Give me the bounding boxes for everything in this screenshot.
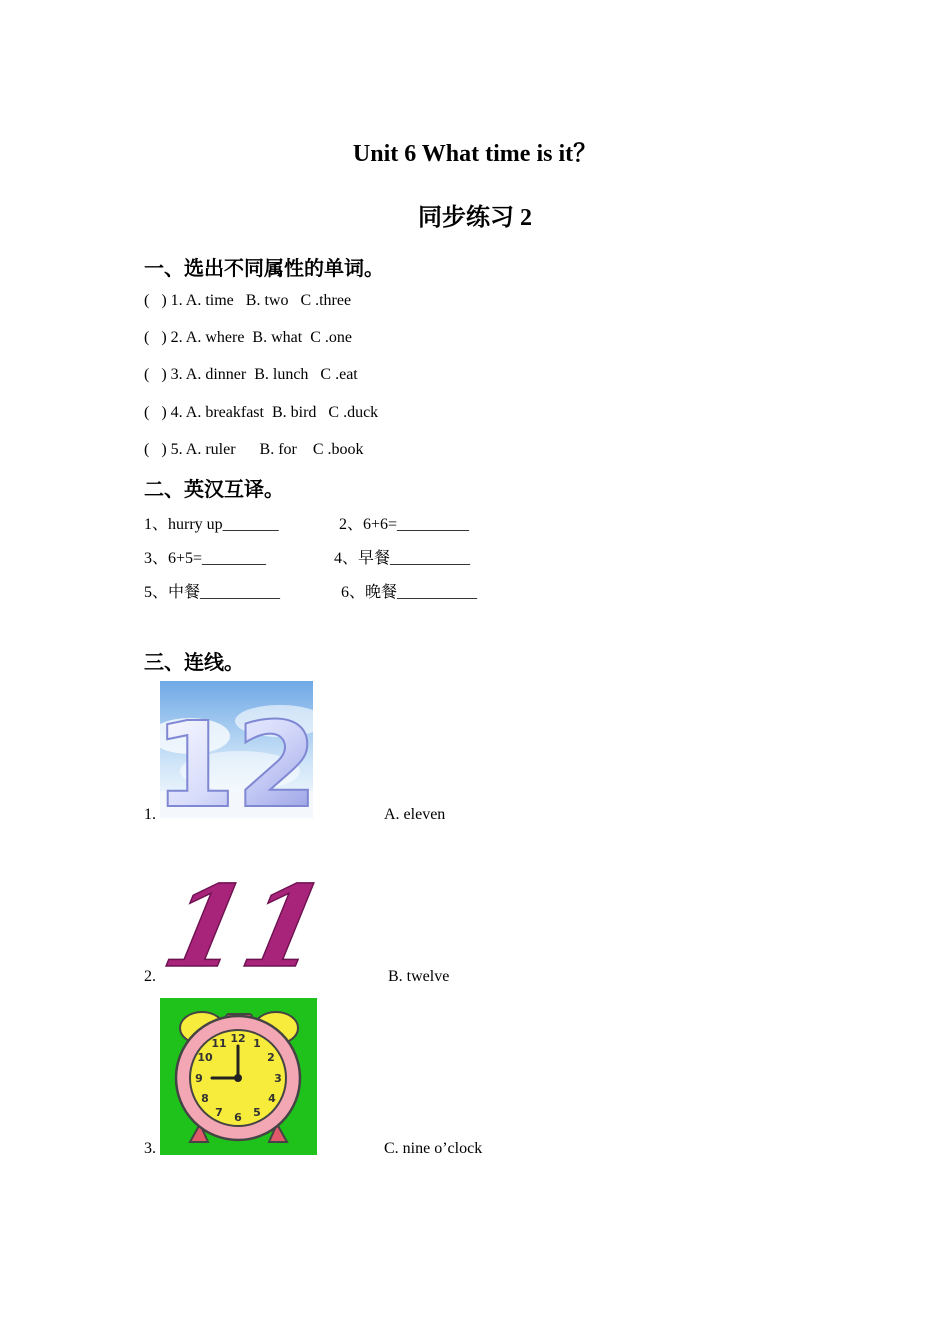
- match-number-1: 1.: [144, 806, 156, 823]
- section-2-heading: 二、英汉互译。: [144, 479, 284, 501]
- svg-text:4: 4: [268, 1092, 276, 1105]
- translation-item-3: 3、6+5=________: [144, 550, 267, 567]
- question-3: ( ) 3. A. dinner B. lunch C .eat: [144, 366, 358, 383]
- svg-text:3: 3: [274, 1072, 282, 1085]
- svg-text:2: 2: [267, 1051, 275, 1064]
- question-1: ( ) 1. A. time B. two C .three: [144, 292, 352, 309]
- question-5: ( ) 5. A. ruler B. for C .book: [144, 441, 364, 458]
- translation-item-2: 2、6+6=_________: [339, 516, 470, 533]
- match-option-a: A. eleven: [384, 806, 446, 823]
- svg-text:9: 9: [195, 1072, 203, 1085]
- match-option-c: C. nine o’clock: [384, 1140, 483, 1157]
- section-3-heading: 三、连线。: [144, 652, 244, 674]
- svg-text:10: 10: [197, 1051, 213, 1064]
- translation-item-5: 5、中餐__________: [144, 584, 281, 601]
- match-option-b: B. twelve: [388, 968, 450, 985]
- page-title: Unit 6 What time is it？: [352, 141, 598, 167]
- section-1-heading: 一、选出不同属性的单词。: [144, 258, 384, 280]
- svg-text:1: 1: [253, 1037, 261, 1050]
- alarm-clock-picture: [160, 998, 317, 1155]
- page-subtitle: 同步练习 2: [418, 205, 532, 231]
- number-eleven-picture: [153, 861, 337, 993]
- match-number-2: 2.: [144, 968, 156, 985]
- svg-text:11: 11: [211, 1037, 227, 1050]
- translation-item-6: 6、晚餐__________: [341, 584, 478, 601]
- number-twelve-picture: [153, 681, 319, 834]
- svg-text:12: 12: [153, 696, 319, 834]
- svg-text:8: 8: [201, 1092, 209, 1105]
- question-2: ( ) 2. A. where B. what C .one: [144, 329, 352, 346]
- svg-text:6: 6: [234, 1111, 242, 1124]
- svg-text:12: 12: [230, 1032, 246, 1045]
- svg-text:5: 5: [253, 1106, 261, 1119]
- translation-item-1: 1、hurry up_______: [144, 516, 279, 533]
- question-4: ( ) 4. A. breakfast B. bird C .duck: [144, 404, 379, 421]
- svg-text:7: 7: [215, 1106, 223, 1119]
- translation-item-4: 4、早餐__________: [334, 550, 471, 567]
- svg-text:11: 11: [153, 861, 337, 993]
- match-number-3: 3.: [144, 1140, 156, 1157]
